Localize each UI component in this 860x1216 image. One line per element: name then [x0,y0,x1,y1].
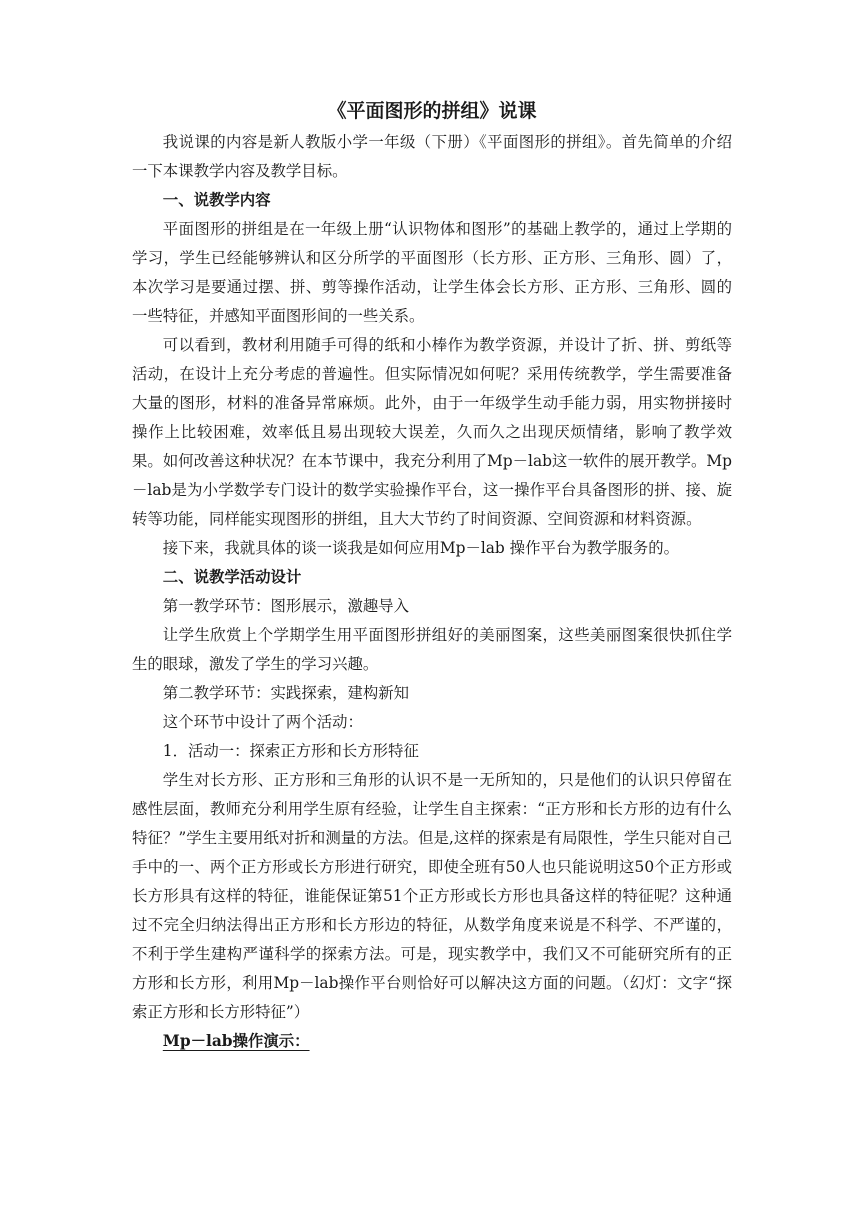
step2-title: 第二教学环节：实践探索，建构新知 [162,684,410,702]
document-page [132,96,732,1056]
content-paragraph-2: 可以看到，教材利用随手可得的纸和小棒作为教学资源，并设计了折、拼、剪纸等活动，在设计上充分考虑的普遍性。但实际情况如何呢？采用传统教学，学生需要准备大量的图形，材料的准备异常麻烦。此外，由于一年级学生动手能力弱，用实物拼接时操作上比较困难，效率低且易出现较大误差，久而久之出现厌烦情绪，影响了教学效果。如何改善这种状况？在本节课中，我充分利用了Mp－lab这一软件的展开教学。Mp－lab是为小学数学专门设计的数学实验操作平台，这一操作平台具备图形的拼、接、旋转等功能，同样能实现图形的拼组，且大大节约了时间资源、空间资源和材料资源。 [132,336,732,528]
activity1-paragraph: 学生对长方形、正方形和三角形的认识不是一无所知的，只是他们的认识只停留在感性层面，教师充分利用学生原有经验，让学生自主探索：“正方形和长方形的边有什么特征？”学生主要用纸对折和测量的方法。但是,这样的探索是有局限性，学生只能对自己手中的一、两个正方形或长方形进行研究，即使全班有50人也只能说明这50个正方形或长方形具有这样的特征，谁能保证第51个正方形或长方形也具备这样的特征呢？这种通过不完全归纳法得出正方形和长方形边的特征，从数学角度来说是不科学、不严谨的，不利于学生建构严谨科学的探索方法。可是，现实教学中，我们又不可能研究所有的正方形和长方形，利用Mp－lab操作平台则恰好可以解决这方面的问题。（幻灯：文字“探索正方形和长方形特征”） [132,771,732,1021]
step2-intro: 这个环节中设计了两个活动： [162,713,363,731]
content-paragraph-3: 接下来，我就具体的谈一谈我是如何应用Mp－lab 操作平台为教学服务的。 [162,539,679,557]
demo-label: Mp－lab操作演示： [162,1032,310,1050]
section-heading-content: 一、说教学内容 [162,191,271,209]
content-paragraph-1: 平面图形的拼组是在一年级上册“认识物体和图形”的基础上教学的，通过上学期的学习，学生已经能够辨认和区分所学的平面图形（长方形、正方形、三角形、圆）了，本次学习是要通过摆、拼、剪等操作活动，让学生体会长方形、正方形、三角形、圆的一些特征，并感知平面图形间的一些关系。 [132,220,732,325]
step1-title: 第一教学环节：图形展示，激趣导入 [162,597,410,615]
section-heading-activities: 二、说教学活动设计 [162,568,302,586]
demo-label-line [132,1027,732,1056]
step1-paragraph: 让学生欣赏上个学期学生用平面图形拼组好的美丽图案，这些美丽图案很快抓住学生的眼球，激发了学生的学习兴趣。 [132,626,732,673]
document-title: 《平面图形的拼组》说课 [327,100,537,122]
activity1-title: 1．活动一：探索正方形和长方形特征 [162,742,419,760]
intro-paragraph: 我说课的内容是新人教版小学一年级（下册）《平面图形的拼组》。首先简单的介绍一下本课教学内容及教学目标。 [132,133,732,180]
